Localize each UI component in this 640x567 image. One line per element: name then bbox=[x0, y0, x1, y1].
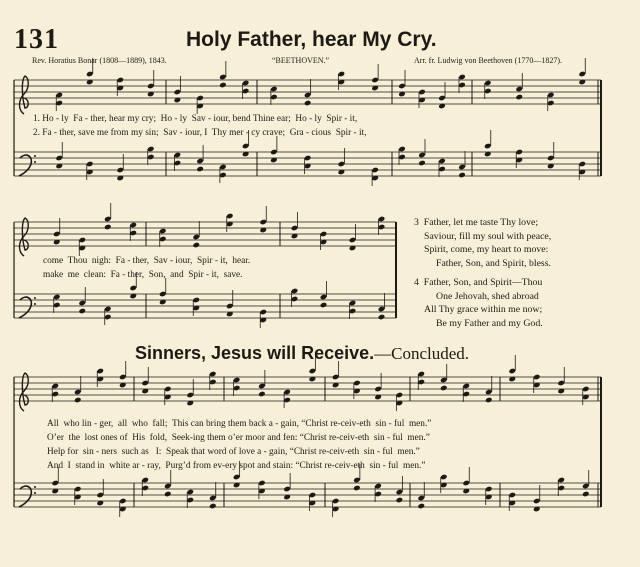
stanza-line: Spirit, come, my heart to move: bbox=[424, 244, 549, 255]
lyric-line: 1. Ho - ly Fa - ther, hear my cry; Ho - ly Sav - iour, bend Thine ear; Ho - ly Spir - it, bbox=[33, 114, 358, 124]
stanza-3 bbox=[414, 216, 551, 270]
lyric-line: And I stand in white ar - ray, Purg’d from ev-ery spot and stain: “Christ re-ceiv-eth sin - ful men.” bbox=[47, 461, 426, 471]
note-head bbox=[485, 397, 493, 404]
treble-clef bbox=[20, 373, 29, 411]
note-head bbox=[418, 160, 426, 167]
composer-credit: Arr. fr. Ludwig von Beethoven (1770—1827). bbox=[414, 56, 562, 65]
lyric-line: come Thou nigh: Fa - ther, Sav - iour, Spir - it, hear. bbox=[43, 256, 251, 266]
note-head bbox=[258, 391, 266, 398]
author-credit: Rev. Horatius Bonar (1808—1889), 1843. bbox=[32, 56, 167, 65]
stanza-line: 4 Father, Son, and Spirit—Thou bbox=[414, 277, 543, 288]
tune-name: “BEETHOVEN.” bbox=[272, 56, 330, 65]
note-head bbox=[320, 302, 328, 309]
stanza-line: One Jehovah, shed abroad bbox=[436, 290, 539, 302]
note-head bbox=[104, 224, 112, 231]
note-head bbox=[417, 503, 425, 510]
note-head bbox=[196, 166, 204, 173]
note-head bbox=[396, 497, 404, 504]
stanza-line: Father, Son, and Spirit, bless. bbox=[436, 257, 551, 269]
lyric-line: Help for sin - ners such as I: Speak that word of love a - gain, “Christ re-ceiv-eth sin - ful men.” bbox=[47, 447, 420, 457]
lyric-line: make me clean: Fa - ther, Son, and Spir - it, save. bbox=[43, 270, 243, 280]
note-head bbox=[440, 385, 448, 392]
treble-clef bbox=[20, 76, 29, 114]
note-head bbox=[74, 397, 82, 404]
note-head bbox=[582, 491, 590, 498]
bass-clef-dot bbox=[34, 486, 36, 488]
stanza-4 bbox=[414, 276, 543, 330]
note-head bbox=[209, 503, 217, 510]
lyric-line: All who lin - ger, all who fall; This can bring them back a - gain, “Christ re-ceiv-eth sin - ful men.” bbox=[47, 419, 432, 429]
note-head bbox=[378, 314, 386, 321]
bass-clef-dot bbox=[34, 303, 36, 305]
note-head bbox=[219, 82, 227, 89]
note-head bbox=[353, 485, 361, 492]
bass-clef-dot bbox=[34, 155, 36, 157]
concluded-title-text: Sinners, Jesus will Receive. bbox=[135, 343, 375, 363]
treble-clef bbox=[20, 218, 29, 256]
bass-clef-dot bbox=[34, 492, 36, 494]
note-head bbox=[192, 242, 200, 249]
stanza-line: All Thy grace within me now; bbox=[424, 304, 543, 315]
hymn-number: 131 bbox=[14, 24, 59, 55]
hymn-title: Holy Father, hear My Cry. bbox=[186, 28, 437, 51]
lyric-line: 2. Fa - ther, save me from my sin; Sav - iour, I Thy mer - cy crave; Gra - cious Spir - it, bbox=[33, 128, 367, 138]
concluded-suffix: —Concluded. bbox=[374, 344, 470, 363]
note-head bbox=[164, 491, 172, 498]
note-head bbox=[304, 100, 312, 107]
stanza-line: Be my Father and my God. bbox=[436, 317, 543, 329]
note-head bbox=[515, 94, 523, 101]
note-head bbox=[78, 308, 86, 315]
lyric-line: O’er the lost ones of His fold, Seek-ing them o’er moor and fen: “Christ re-ceiv-eth sin - ful men.” bbox=[47, 433, 430, 443]
bass-clef-dot bbox=[34, 161, 36, 163]
stanza-line: Saviour, fill my soul with peace, bbox=[424, 230, 552, 242]
concluded-title bbox=[135, 343, 469, 364]
note-head bbox=[458, 172, 466, 179]
bass-clef-dot bbox=[34, 297, 36, 299]
stanza-line: 3 Father, let me taste Thy love; bbox=[414, 217, 539, 228]
